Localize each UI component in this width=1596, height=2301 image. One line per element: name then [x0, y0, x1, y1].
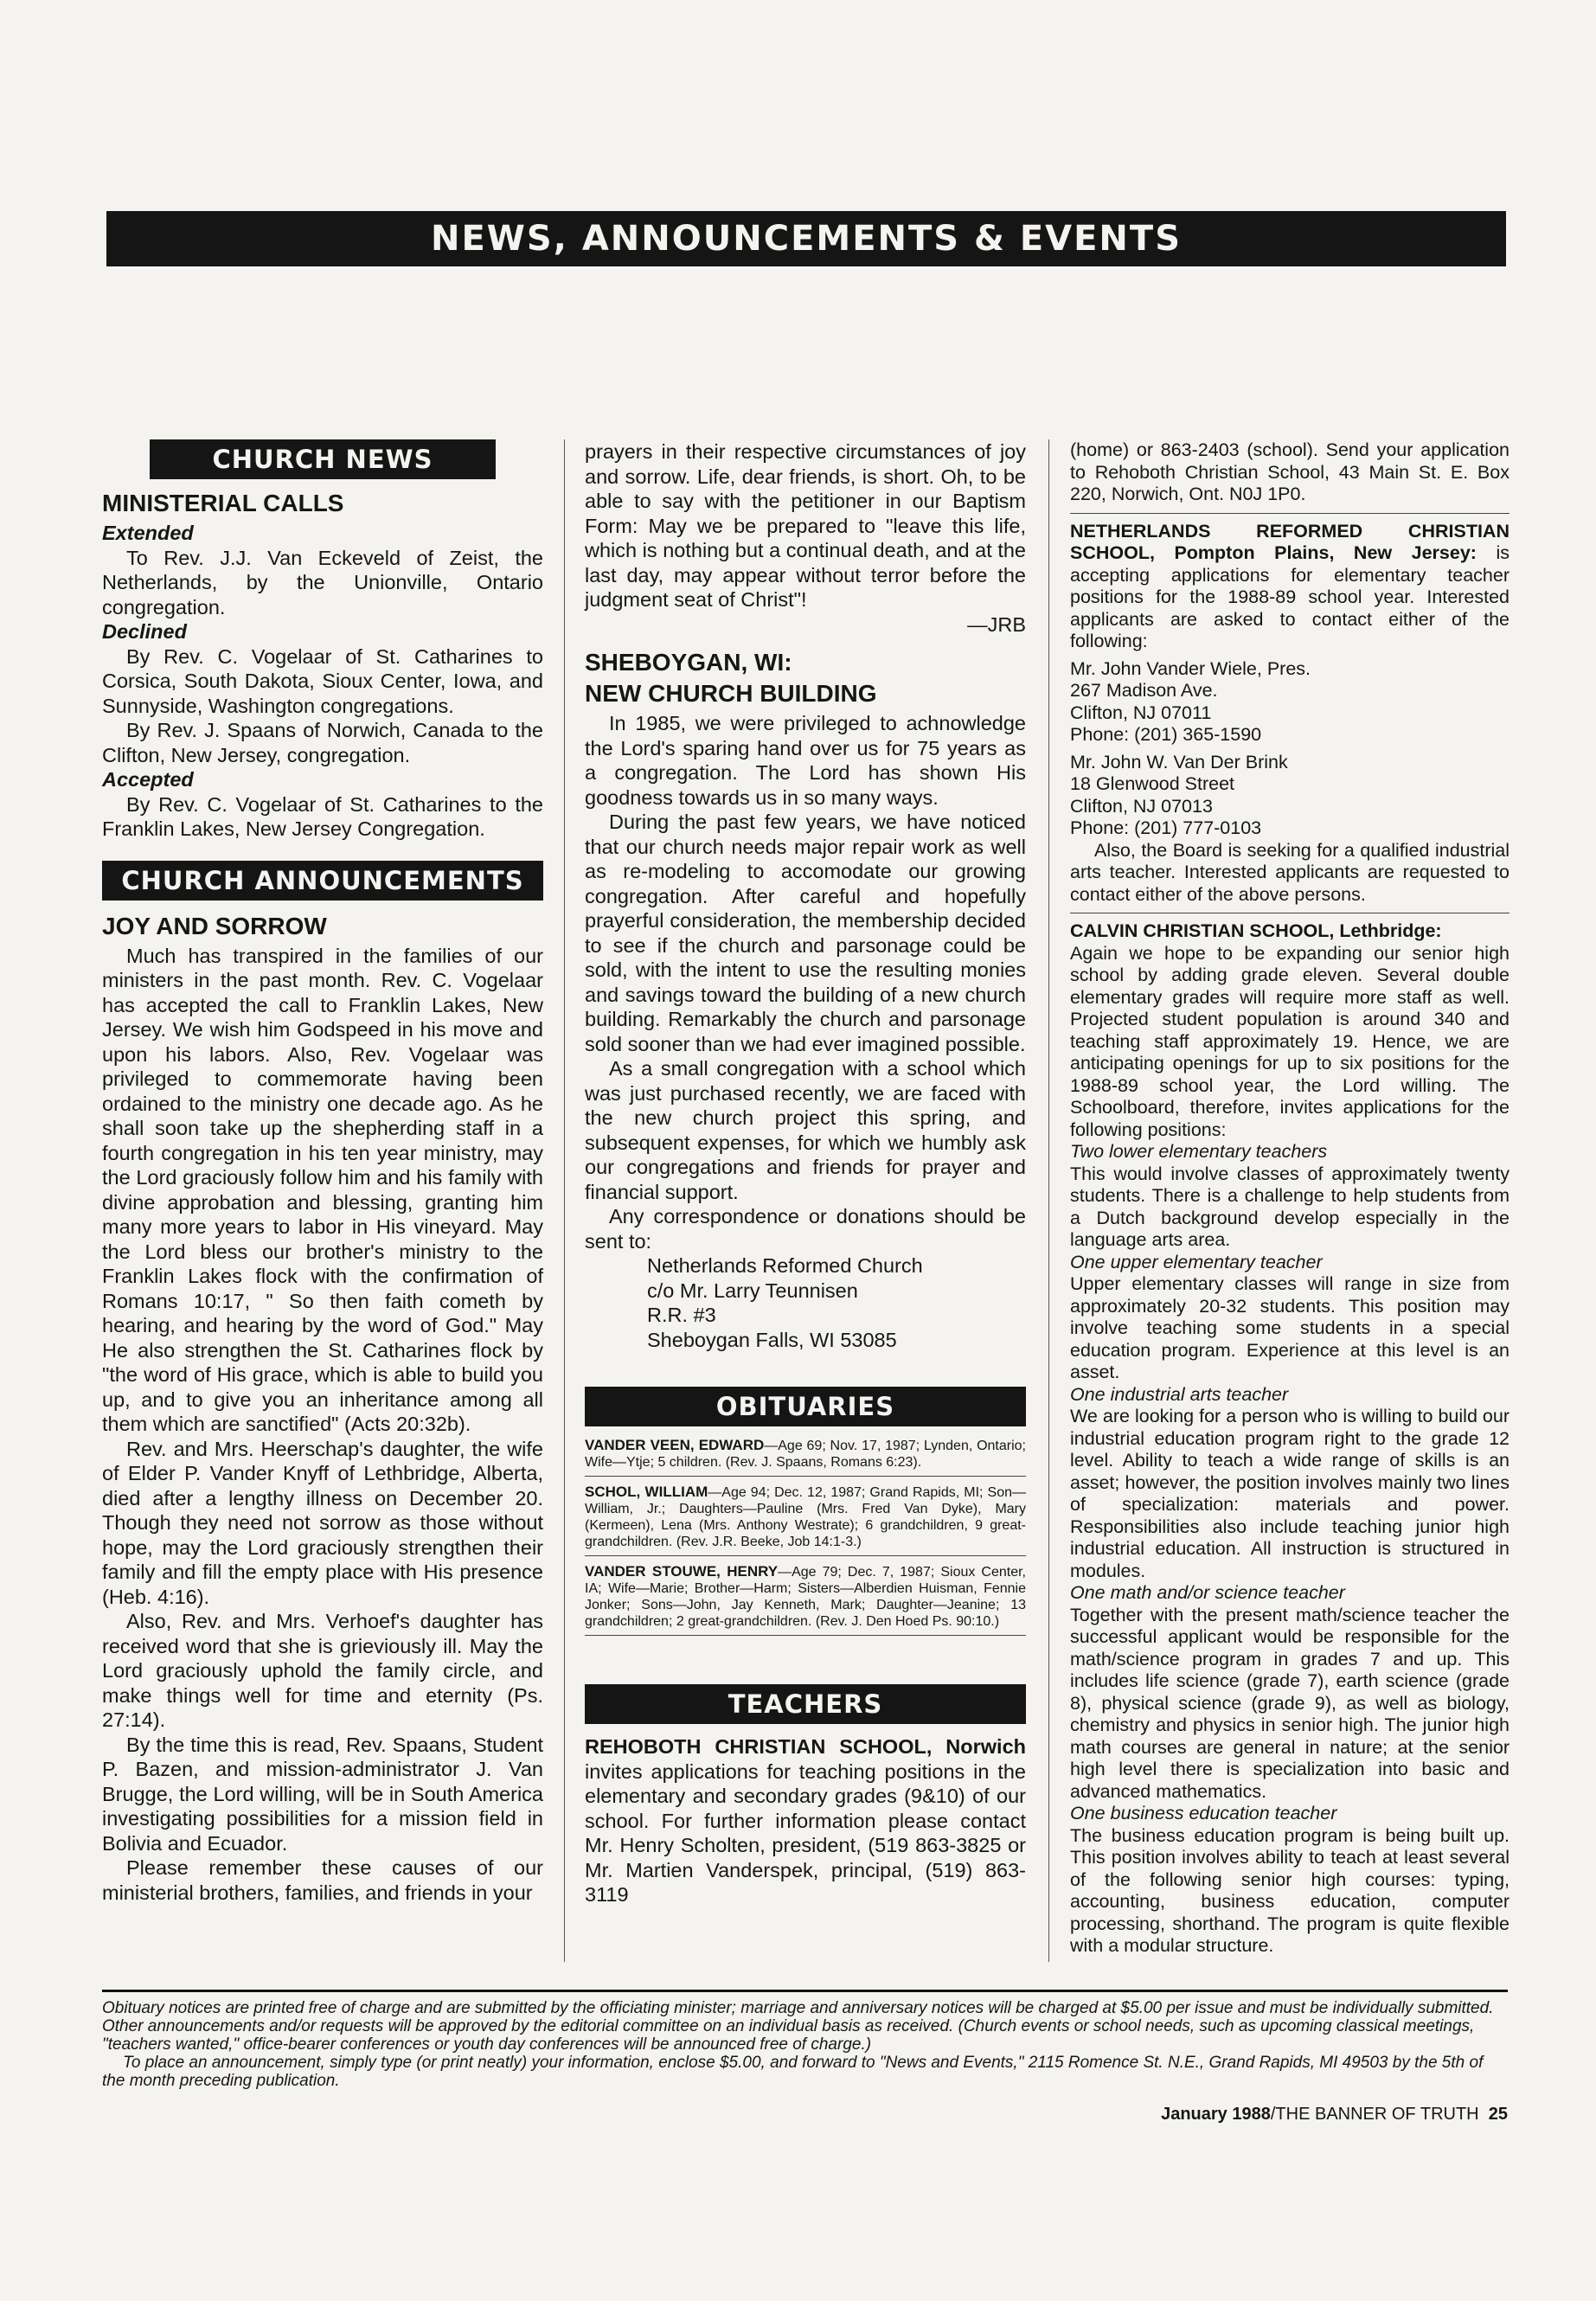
page-footer [1125, 2104, 1508, 2125]
contact-line: Mr. John Vander Wiele, Pres. [1070, 657, 1311, 679]
contact-line: Phone: (201) 365-1590 [1070, 724, 1262, 745]
school-name: NETHERLANDS REFORMED CHRISTIAN SCHOOL, Pompton Plains, New Jersey: [1070, 520, 1509, 563]
obituary-item [585, 1437, 1026, 1477]
contact-block [1070, 752, 1509, 840]
position-title: One business education teacher [1070, 1803, 1337, 1823]
contact-line: Phone: (201) 777-0103 [1070, 817, 1262, 838]
extended-text: To Rev. J.J. Van Eckeveld of Zeist, the Netherlands, by the Unionville, Ontario congregation. [102, 546, 543, 619]
column-divider [564, 439, 565, 1962]
joy-and-sorrow-title: JOY AND SORROW [102, 912, 327, 939]
declined-text-1: By Rev. C. Vogelaar of St. Catharines to Corsica, South Dakota, Sioux Center, Iowa, and Sunnyside, Washington congregations. [102, 644, 543, 717]
position-text: This would involve classes of approximately twenty students. There is a challenge to help students from a Dutch background develop especially in the language arts area. [1070, 1163, 1509, 1250]
position-text: Upper elementary classes will range in size from approximately 20-32 students. This position may involve teaching some students in a special education program. Experience at this level is an asset. [1070, 1273, 1509, 1382]
sheboygan-paragraph: Any correspondence or donations should be sent to: [585, 1205, 1026, 1253]
obituary-text: —Age 94; Dec. 12, 1987; Grand Rapids, MI; Son—William, Jr.; Daughters—Pauline (Mrs. Fred Van Dyke), Mary (Kermeen), Lena (Mrs. Anthony Westrate); 6 grandchildren, 9 great-grandchildren. (Rev. J.R. Beeke, Job 14:1-3.) [585, 1485, 1026, 1549]
footnote-paragraph: To place an announcement, simply type (or print neatly) your information, enclose $5.00, and forward to "News and Events," 2115 Romence St. N.E., Grand Rapids, MI 49503 by the 5th of the month preceding publication. [102, 2054, 1484, 2090]
obituary-name: VANDER STOUWE, HENRY [585, 1563, 779, 1580]
page-number: 25 [1488, 2105, 1508, 2124]
announcement-paragraph: Also, Rev. and Mrs. Verhoef's daughter has received word that she is grieviously ill. May the Lord graciously uphold the family circle, and make things well for time and eternity (Ps. 27:14). [102, 1610, 543, 1731]
announcement-paragraph: Please remember these causes of our ministerial brothers, families, and friends in your [102, 1856, 543, 1904]
position-title: One math and/or science teacher [1070, 1582, 1345, 1603]
address-line: c/o Mr. Larry Teunnisen [647, 1279, 858, 1302]
contact-line: 18 Glenwood Street [1070, 773, 1235, 794]
position-text: We are looking for a person who is willing to build our industrial education program right to the grade 12 level. Ability to teach a wide range of skills is an asset; however, the position involves mainly two lines of specialization: materials and power. Responsibilities also include teaching junior high industrial education. All instruction is structured in modules. [1070, 1406, 1509, 1581]
church-announcements-header: CHURCH ANNOUNCEMENTS [102, 861, 543, 901]
sheboygan-paragraph: In 1985, we were privileged to achnowledge the Lord's sparing hand over us for 75 years as a congregation. The Lord has shown His goodness towards us in so many ways. [585, 712, 1026, 809]
sheboygan-title-1: SHEBOYGAN, WI: [585, 649, 792, 676]
divider [1070, 513, 1509, 514]
column-1 [102, 439, 543, 1905]
calvin-intro: Again we hope to be expanding our senior high school by adding grade eleven. Several double elementary grades will require more staff as well. Projected student population is around 340 and teaching staff approximately 19. Hence, we are anticipating openings for up to six positions for the 1988-89 school year, the Lord willing. The Schoolboard, therefore, invites applications for the following positions: [1070, 942, 1509, 1140]
position-text: Together with the present math/science teacher the successful applicant would be responsible for the math/science program in grades 7 and up. This includes life science (grade 7), earth science (grade 8), physical science (grade 9), as well as biology, chemistry and physics in senior high. The junior high math courses are general in nature; at the senior high level there is specialization into basic and advanced mathematics. [1070, 1604, 1509, 1802]
school-name: CALVIN CHRISTIAN SCHOOL, Lethbridge: [1070, 920, 1442, 941]
obituary-item [585, 1484, 1026, 1556]
position-title: One upper elementary teacher [1070, 1251, 1323, 1272]
obituaries-header: OBITUARIES [585, 1387, 1026, 1426]
accepted-text: By Rev. C. Vogelaar of St. Catharines to the Franklin Lakes, New Jersey Congregation. [102, 792, 543, 840]
sheboygan-paragraph: During the past few years, we have noticed that our church needs major repair work as well as re-modeling to accomodate our growing congregation. After careful and hopefully prayerful consideration, the membership decided to see if the church and parsonage could be sold, with the intent to use the resulting monies and savings toward the building of a new church building. Remarkably the church and parsonage sold sooner than we had ever imagined possible. [585, 811, 1026, 1055]
rehoboth-listing [585, 1734, 1026, 1907]
position-title: Two lower elementary teachers [1070, 1141, 1328, 1162]
obituary-name: VANDER VEEN, EDWARD [585, 1437, 765, 1453]
announcement-paragraph: Much has transpired in the families of our ministers in the past month. Rev. C. Vogelaar has accepted the call to Franklin Lakes, New Jersey. We wish him Godspeed in his move and upon his labors. Also, Rev. Vogelaar was privileged to commemorate having been ordained to the ministry one decade ago. As he shall soon take up the shepherding staff in a fourth congregation in his ten year ministry, may the Lord graciously follow him and his family with divine approbation and blessing, granting him many more years to labor in His vineyard. May the Lord bless our brother's ministry to the Franklin Lakes flock with the confirmation of Romans 10:17, " So then faith cometh by hearing, and hearing by the word of God." May He also strengthen the St. Catharines flock by "the word of His grace, which is able to build you up, and to give you an inheritance among all them which are sanctified" (Acts 20:32b). [102, 944, 543, 1435]
page-banner: NEWS, ANNOUNCEMENTS & EVENTS [106, 211, 1506, 266]
position-title: One industrial arts teacher [1070, 1383, 1289, 1405]
obituary-name: SCHOL, WILLIAM [585, 1484, 708, 1500]
sheboygan-paragraph: As a small congregation with a school which was just purchased recently, we are faced with the new church project this spring, and subsequent expenses, for which we humbly ask our congregations and friends for prayer and financial support. [585, 1057, 1026, 1203]
contact-line: Clifton, NJ 07013 [1070, 795, 1213, 817]
contact-block [1070, 658, 1509, 747]
school-name: REHOBOTH CHRISTIAN SCHOOL, Norwich [585, 1735, 1026, 1758]
teachers-header: TEACHERS [585, 1684, 1026, 1724]
column-divider [1048, 439, 1049, 1962]
sheboygan-title-2: NEW CHURCH BUILDING [585, 680, 877, 707]
footnote [102, 1990, 1508, 2090]
obituary-text: —Age 79; Dec. 7, 1987; Sioux Center, IA; Wife—Marie; Brother—Harm; Sisters—Alberdien Huisman, Fennie Jonker; Sons—John, Jay Kenneth, Mark; Daughter—Jeanine; 13 grandchildren; 2 great-grandchildren. (Rev. J. Den Hoed Ps. 90:10.) [585, 1565, 1026, 1629]
column-3 [1070, 439, 1509, 1958]
contact-line: Clifton, NJ 07011 [1070, 702, 1212, 723]
declined-label: Declined [102, 620, 187, 643]
footnote-paragraph: Obituary notices are printed free of charge and are submitted by the officiating minister; marriage and anniversary notices will be charged at $5.00 per issue and must be individually submitted. Other announcements and/or requests will be approved by the editorial committee on an individual basis as received. (Church events or school needs, such as upcoming classical meetings, "teachers wanted," office-bearer conferences or youth day conferences will be announced free of charge.) [102, 1999, 1494, 2054]
address-line: Sheboygan Falls, WI 53085 [647, 1328, 897, 1351]
signature: —JRB [967, 612, 1026, 636]
obituary-text: —Age 69; Nov. 17, 1987; Lynden, Ontario; Wife—Ytje; 5 children. (Rev. J. Spaans, Romans 6:23). [585, 1439, 1026, 1470]
column-2 [585, 439, 1026, 1907]
publication-name: /THE BANNER OF TRUTH [1270, 2105, 1479, 2124]
announcement-paragraph-continued: prayers in their respective circumstances of joy and sorrow. Life, dear friends, is short. Oh, to be able to say with the petitioner in our Baptism Form: May we be prepared to "leave this life, which is nothing but a continual death, and at the last day, may appear without terror before the judgment seat of Christ"! [585, 440, 1026, 611]
contact-line: Mr. John W. Van Der Brink [1070, 751, 1288, 772]
address-line: Netherlands Reformed Church [647, 1254, 923, 1277]
ministerial-calls-title: MINISTERIAL CALLS [102, 490, 344, 516]
rehoboth-continued: (home) or 863-2403 (school). Send your application to Rehoboth Christian School, 43 Main St. E. Box 220, Norwich, Ont. N0J 1P0. [1070, 439, 1509, 504]
address-line: R.R. #3 [647, 1304, 716, 1326]
announcement-paragraph: By the time this is read, Rev. Spaans, Student P. Bazen, and mission-administrator J. Van Brugge, the Lord willing, will be in South America investigating possibilities for a mission field in Bolivia and Ecuador. [102, 1733, 543, 1855]
school-text: invites applications for teaching positions in the elementary and secondary grades (9&10) of our school. For further information please contact Mr. Henry Scholten, president, (519 863-3825 or Mr. Martien Vanderspek, principal, (519) 863-3119 [585, 1759, 1026, 1906]
issue-date: January 1988 [1161, 2105, 1271, 2124]
obituary-item [585, 1563, 1026, 1636]
church-news-header: CHURCH NEWS [150, 439, 496, 479]
nrcs-also: Also, the Board is seeking for a qualified industrial arts teacher. Interested applicants are requested to contact either of the above persons. [1070, 839, 1509, 905]
contact-line: 267 Madison Ave. [1070, 680, 1218, 701]
declined-text-2: By Rev. J. Spaans of Norwich, Canada to the Clifton, New Jersey, congregation. [102, 719, 543, 766]
extended-label: Extended [102, 522, 194, 544]
position-text: The business education program is being built up. This position involves ability to teach at least several of the following senior high courses: typing, accounting, business education, computer processing, shorthand. The program is quite flexible with a modular structure. [1070, 1824, 1509, 1956]
announcement-paragraph: Rev. and Mrs. Heerschap's daughter, the wife of Elder P. Vander Knyff of Lethbridge, Alberta, died after a lengthy illness on December 20. Though they need not sorrow as those without hope, may the Lord graciously strengthen their family and fill the empty place with His presence (Heb. 4:16). [102, 1437, 543, 1608]
accepted-label: Accepted [102, 768, 194, 791]
school-text: is accepting applications for elementary teacher positions for the 1988-89 school year. Interested applicants are asked to contact either of the following: [1070, 542, 1510, 651]
nrcs-listing [1070, 521, 1509, 653]
